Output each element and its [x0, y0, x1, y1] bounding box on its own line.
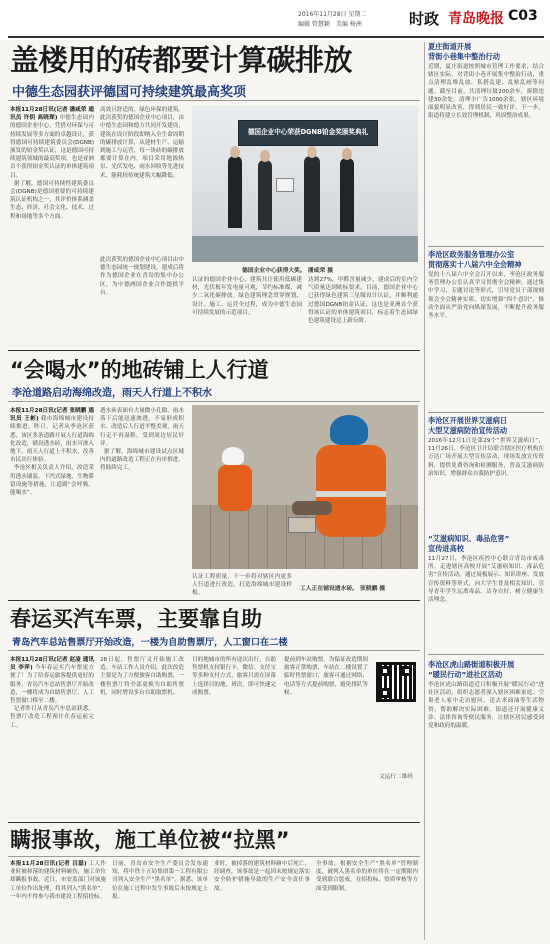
award-stage-floor — [192, 236, 418, 262]
story3-rule — [8, 650, 420, 651]
story4-dateline: 本报11月28日讯(记者 吕磊) — [10, 861, 87, 867]
story1-photo — [192, 106, 418, 262]
weekday-text: 星期二 — [348, 11, 367, 18]
person-1-head — [230, 146, 240, 158]
story2-col3: 认证工程质量，下一步将对辖区内更多人行道进行改造，打造海绵城市建设样板。 — [192, 574, 292, 597]
story4-col1 — [10, 860, 106, 942]
sidebar-item — [428, 42, 544, 173]
story3-bottom-rule — [8, 822, 420, 823]
story1-bottom-rule — [8, 350, 420, 351]
sidebar-item — [428, 250, 544, 351]
sidebar-item-title: 夏庄街道开展 背街小巷集中整治行动 — [428, 42, 500, 61]
sidebar-item-body: 李沧区虎山路街道近日积极开展“暖民行动”进社区活动，组织志愿者深入辖区困难家庭、空巢老人家中走访慰问，送去米面油等生活物资，帮助解决实际困难。街道还开展健康义诊、法律咨询等便民服务，让辖区居民感受到党和政府的温暖。 — [428, 682, 544, 730]
page-number: C03 — [508, 8, 538, 24]
story2-col1b-text: 李沧区相关负责人介绍，改造采用透水铺装、下凹式绿地、生物滞留设施等措施，让道路“会呼吸、能喝水”。 — [10, 465, 94, 497]
date-text: 2016年11月28日 — [298, 11, 347, 18]
sidebar-item-body: 2016年12月1日是第29个“世界艾滋病日”，11月26日，李沧区卫计局联合辖区医疗机构在万达广场开展大型宣传活动，现场发放宣传资料，提供免费咨询和检测服务，普及艾滋病防治知识，增强群众自我防护意识。 — [428, 438, 544, 477]
award-plaque — [276, 178, 294, 192]
story2-col1-text: 我市海绵城市建设持续推进。昨日，记者从李沧区获悉，该区多条道路开展人行道海绵化改造，铺设透水砖，雨水可渗入地下，雨天人行道上不积水，改善市民出行体验。 — [10, 416, 94, 464]
sidebar-rule — [428, 412, 544, 413]
qr-code[interactable] — [376, 662, 416, 702]
story2-col2b-text: 据了解，海绵城市建设试点区域内的道路改造工程正在有序推进，将陆续完工。 — [100, 449, 184, 472]
sidebar-item-title: 李沧区政务服务管理办公室 贯彻落实十八届六中全会精神 — [428, 250, 522, 269]
story1-photo-caption: 德国企业中心获得大奖。 潘咸荣 摄 — [242, 268, 333, 274]
story1-rule — [8, 100, 420, 101]
sidebar-rule — [428, 654, 544, 655]
sidebar-item-title: “艾滋病知识、毒品危害” 宣传进高校 — [428, 534, 510, 553]
sidebar-item-body: 近期，夏庄街道按照城市管理工作要求，结合辖区实际，对背街小巷开展集中整治行动，重点清理乱堆乱放、私搭乱建、乱贴乱画等问题。截至目前，共清理垃圾200余车，拆除违建30余处，清理小广告1000余张，辖区环境面貌明显改善，得到居民一致好评。下一步，街道将建立长效管理机制，巩固整治成果。 — [428, 64, 544, 120]
story2-subhead: 李沧道路启动海绵改造，雨天人行道上不积水 — [12, 388, 212, 399]
story2-col2-text: 透水砖表面有大量微小孔隙，雨水落下后能迅速渗透，不易形成积水。改造后人行道平整美观，雨天行走不再湿鞋，受到周边居民好评。 — [100, 408, 184, 447]
story3-col1b-text: 记者昨日从青岛汽车总站获悉，售票厅改造工程预计在春运前完工。 — [10, 706, 94, 729]
sidebar-item — [428, 416, 544, 525]
story1-subhead: 中德生态园获评德国可持续建筑最高奖项 — [12, 85, 247, 100]
story3-headline: 春运买汽车票，主要靠自助 — [10, 607, 262, 631]
person-4-head — [342, 148, 352, 160]
story2-col1 — [10, 407, 94, 597]
worker-right-arm — [292, 501, 332, 515]
story1-dateline: 本报11月28日讯(记者 潘咸荣 通讯员 许钥 高晓琛) — [10, 107, 94, 122]
header-date — [298, 9, 366, 18]
story1-col3: 认证的德国企业中心，建筑共计使用低碳建材，光伏板年发电量可观，节约标准煤，减少二氧化碳排放。绿色建筑理念贯穿规划、设计、施工、运营全过程，成为中德生态园可持续发展的示范项目。 — [192, 277, 302, 316]
story4-rule — [8, 856, 420, 857]
qr-finder-3 — [380, 688, 390, 698]
story2-rule — [8, 401, 420, 402]
qr-caption: 文运行二维码 — [379, 774, 413, 780]
story3-col4: 提前到车站购票。为保证改造期间旅客正常购票，车站在二楼设置了临时售票窗口，旅客可通过网络、电话等方式提前购票，避免排队等候。 — [284, 657, 368, 696]
worker-left-helmet — [222, 447, 244, 465]
sidebar-item-body: 11月27日，李沧区疾控中心联合青岛市戒毒所，走进辖区高校开展“艾滋病知识、毒品危害”宣传活动。通过展板展示、知识讲座、发放宣传资料等形式，向大学生普及相关知识，引导青年学生远离毒品、洁身自好，树立健康生活理念。 — [428, 556, 544, 604]
person-2-head — [260, 150, 270, 162]
qr-finder-2 — [402, 666, 412, 676]
person-1 — [228, 156, 242, 228]
section-label: 时政 — [409, 10, 440, 28]
story1-col1-text: 中德生态园内的德国企业中心，凭借对环保与可持续发展等多方面的卓越设计，获得德国可持续建筑委员会(DGNB)颁发的铂金奖认证，这是德国可持续建筑领域的最高奖项，也是亚洲首个获得铂金奖认证的单体建筑项目。 — [10, 115, 94, 179]
story4-col2: 日前，青岛市安全生产委员会发布通知，将中铁十五局集团第一工程有限公司列入安全生产“黑名单”。据悉，该单位在施工过程中发生事故后未按规定上报。 — [112, 861, 208, 900]
person-3 — [304, 156, 320, 232]
story1-col2-cont: 此次获奖的德国企业中心项目由中德生态园统一规划建设，建成后将作为德国企业在青岛的集中办公区，为中德两国企业合作提供平台。 — [100, 257, 184, 296]
story2-col2 — [100, 407, 184, 597]
story3-col1-text: 今年春运买汽车票更方便了！为了给春运旅客提供更好的服务，青岛汽车总站售票厅开始改造，一楼将成为自助售票厅，人工售票窗口移至二楼。 — [10, 665, 94, 705]
story4-col3: 业时，被掉落的建筑材料砸中后死亡，经调查，该事故是一起因未按规定落实安全防护措施导致的生产安全责任事故。 — [214, 861, 310, 892]
person-2 — [258, 160, 272, 230]
story3-col2: 28日起，售票厅又开始施工改造。车站工作人员介绍，此次改造主要是为了方便旅客自助购票，一楼售票厅将全部更换为自助售票机，同时增设多台自助取票机。 — [100, 657, 184, 696]
story3-col3: 目的地城市的所有途次出行，自助售票机支持银行卡、微信、支付宝等多种支付方式，旅客只需在屏幕上选择目的地、班次，即可快速完成购票。 — [192, 657, 276, 696]
sidebar-item — [428, 534, 544, 651]
header-rule — [8, 36, 544, 38]
worker-right-stripe — [316, 491, 386, 497]
person-3-head — [307, 146, 317, 158]
sidebar-item-title: 李沧区虎山路街道积极开展 “暖民行动”进社区活动 — [428, 660, 515, 679]
newspaper-logo: 青岛晚报 — [448, 11, 504, 27]
story2-photo-caption: 工人正在铺设透水砖。 张晓鹏 摄 — [300, 586, 386, 592]
story4-col1-text: 工人作业时被掉落的建筑材料砸伤，施工单位却瞒报事故。近日，市安监部门对该施工单位作出处理，将其列入“黑名单”，一年内不得参与我市建设工程招投标。 — [10, 861, 106, 900]
award-banner-text: 德国企业中心荣获DGNB铂金奖颁奖典礼 — [247, 128, 369, 136]
sidebar-item-body: 党的十八届六中全会召开以来，李沧区政务服务管理办公室认真学习贯彻全会精神，通过集中学习、专题讨论等形式，引导党员干部深刻领会全会精神实质，切实增强“四个意识”，推动全面从严治党向纵深发展，不断提升政务服务水平。 — [428, 272, 544, 320]
sidebar-item-title: 李沧区开展世界艾滋病日 大型艾滋病防治宣传活动 — [428, 416, 508, 435]
sidebar-divider — [424, 42, 425, 940]
story3-subhead: 青岛汽车总站售票厅开始改造，一楼为自助售票厅，人工窗口在二楼 — [12, 637, 288, 648]
editor-text: 编辑 管慧颖 — [298, 21, 330, 28]
sidebar-item — [428, 660, 544, 931]
story1-col2: 高效且舒适的、绿色环保的建筑。此次获奖的德国企业中心项目，由中德生态园和德方共同开发建设，建筑在设计阶段即纳入全生命周期的碳排放计算，从建材生产、运输到施工与运营，每一块砖的碳排放都要计算在内。项目采用地源热泵、光伏发电、雨水回收等先进技术，能耗较传统建筑大幅降低。 — [100, 107, 184, 179]
story1-col4: 达到27%，甲醛含量减少，建成后的室内空气质量达到欧标要求。目前，德国企业中心已获得绿色建筑三星级设计认证，并顺利通过德国DGNB铂金认证，这也是亚洲首个获得该认证的单体建筑项目，标志着生态园绿色建筑建设迈上新台阶。 — [308, 277, 418, 325]
story1-col1 — [10, 106, 94, 346]
story1-col1b-text: 据了解，德国可持续性建筑委员会(DGNB)是德国重要的可持续建筑认证机构之一，其评价体系涵盖生态、经济、社会文化、技术、过程和场地等多个方面。 — [10, 180, 94, 220]
story4-headline: 瞒报事故，施工单位被“拉黑” — [10, 828, 290, 852]
story2-dateline: 本报11月28日讯(记者 张晓鹏 通讯员 王彬) — [10, 408, 94, 423]
header-editor — [298, 19, 362, 28]
story4-col4: 全事故。根据安全生产“黑名单”管理制度，被列入黑名单的单位将在一定期限内受到联合惩戒，在招投标、资质审核等方面受到限制。 — [316, 861, 418, 892]
story2-bottom-rule — [8, 600, 420, 601]
designer-text: 美编 杨洲 — [335, 21, 362, 28]
story3-dateline: 本报11月28日讯(记者 赵凌 通讯员 李萍) — [10, 657, 94, 672]
qr-finder-1 — [380, 666, 390, 676]
story2-headline: “会喝水”的地砖铺上人行道 — [10, 358, 269, 382]
person-4 — [340, 158, 354, 232]
story2-photo — [192, 405, 418, 569]
worker-right-helmet — [330, 415, 368, 445]
sidebar — [428, 42, 544, 940]
sidebar-rule — [428, 246, 544, 247]
worker-left-body — [218, 465, 252, 511]
page-header — [0, 0, 550, 40]
story3-col1 — [10, 656, 94, 816]
story1-headline: 盖楼用的砖都要计算碳排放 — [10, 43, 353, 77]
paving-brick — [288, 517, 316, 533]
